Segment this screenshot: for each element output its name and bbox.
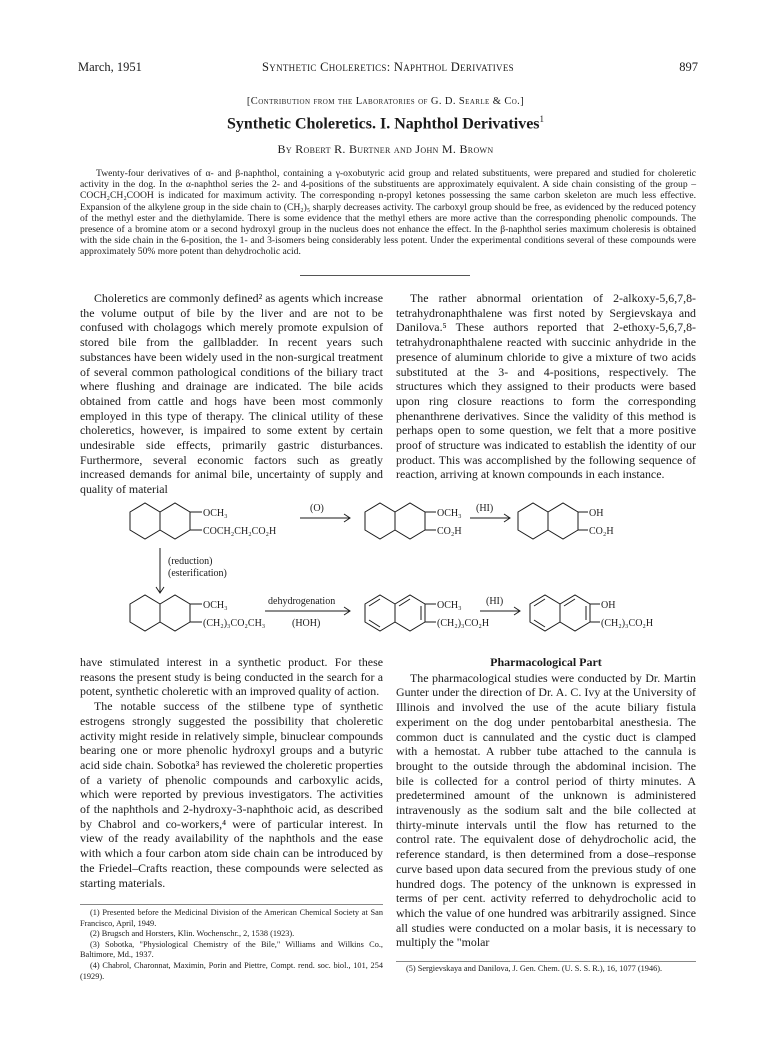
footnote-4: (4) Chabrol, Charonnat, Maximin, Porin and Piettre, Compt. rend. soc. biol., 101, 254 (1929). (80, 960, 383, 981)
reaction-scheme (110, 498, 670, 648)
contribution-line: [Contribution from the Laboratories of G. D. Searle & Co.] (246, 96, 525, 107)
footnote-1: (1) Presented before the Medicinal Division of the American Chemical Society at San Francisco, April, 1949. (80, 908, 383, 928)
compound-6-substituent-2: (CH₂)₃CO₂H (601, 618, 654, 629)
footnote-3: (3) Sobotka, "Physiological Chemistry of the Bile," Williams and Wilkins Co., Baltimore, Md., 1937. (80, 939, 383, 960)
continuation-paragraph: have stimulated interest in a synthetic product. For these reasons the present study is being conducted in the search for a potent, synthetic choleretic with an improved quality of action. (80, 655, 383, 699)
footnote-divider-right (396, 961, 696, 962)
running-header (78, 60, 698, 78)
abstract: Twenty-four derivatives of α- and β-naphthol, containing a γ-oxobutyric acid group and related substituents, were prepared and studied for choleretic activity in the dog. In the α-naphthol series the 2- and 4-positions of the substituents are approximately equivalent. A side chain consisting of the group –COCH₂CH₂COOH is indicated for maximum activity. The corresponding n-propyl ketones possessing the same carbon skeleton are much less effective. Expansion of the alkylene group in the side chain to (CH₂)₅ sharply decreases activity. The carboxyl group should be free, as evidenced by the reduced potency of the methyl ester and the diethylamide. There is some evidence that the methyl ethers are more active than the corresponding phenolic compounds. The presence of a bromine atom or a second hydroxyl group in the nucleus does not enhance the effect. In the β-naphthol series maximum choleresis is obtained with the side chain in the 6-position, the 1- and 3-isomers being considerably less potent. Under the experimental conditions several of these compounds were approximately 50% more potent than dehydrocholic acid. (80, 168, 696, 258)
compound-3-substituent-1: OH (589, 508, 604, 519)
footnote-5: (5) Sergievskaya and Danilova, J. Gen. Chem. (U. S. S. R.), 16, 1077 (1946). (406, 964, 663, 973)
compound-5-substituent-2: (CH₂)₃CO₂H (437, 618, 490, 629)
left-column-bottom (80, 655, 383, 890)
left-column-top (80, 291, 383, 497)
header-date: March, 1951 (78, 60, 142, 74)
compound-4-substituent-2: (CH₂)₃CO₂CH₃ (203, 618, 266, 629)
compound-2-structure (365, 503, 436, 539)
footnote-divider-left (80, 904, 383, 905)
pharmacology-paragraph: The pharmacological studies were conducted by Dr. Martin Gunter under the direction of Dr. A. C. Ivy at the University of Illinois and involved the use of the acute biliary fistula experiment on the dog under pentobarbital anesthesia. The common duct is cannulated and the cystic duct is clamped with a hemostat. A rubber tube attached to the cannula is brought to the outside through the abdominal incision. The bile is collected for a control period of thirty minutes. A predetermined amount of the unknown is administered intravenously as the sodium salt and the bile collected at thirty-minute intervals until the flow has returned to the control rate. The equivalent dose of dehydrocholic acid, the reference standard, is then determined from a dose–response curve based upon data secured from the previous study of one hundred dogs. The potency of the unknown is expressed in terms of per cent. activity referred to dehydrocholic acid to which the value of one hundred was arbitrarily assigned. Since all studies were conducted on a molar basis, it is necessary to multiply the "molar (396, 670, 696, 950)
compound-3-structure (518, 503, 588, 539)
arrow-1 (300, 514, 350, 522)
arrow-3-label-bottom: (HOH) (292, 618, 321, 629)
down-arrow-label-2: (esterification) (168, 568, 227, 579)
right-column-bottom (396, 655, 696, 950)
compound-5-structure (365, 595, 436, 631)
down-arrow (156, 548, 164, 593)
compound-1-substituent-2: COCH₂CH₂CO₂H (203, 526, 277, 537)
header-page-number: 897 (679, 60, 698, 74)
arrow-3-label-top: dehydrogenation (268, 596, 336, 607)
compound-3-substituent-2: CO₂H (589, 526, 614, 537)
footnotes-right (396, 964, 696, 975)
compound-1-structure (130, 503, 202, 539)
abstract-divider (300, 275, 470, 276)
byline: By Robert R. Burtner and John M. Brown (277, 142, 494, 156)
title-footnote-mark: 1 (539, 114, 545, 124)
footnote-2: (2) Brugsch and Horsters, Klin. Wochenschr., 2, 1538 (1923). (90, 929, 295, 939)
compound-5-substituent-1: OCH₃ (437, 600, 462, 611)
arrow-4 (480, 607, 520, 615)
right-column-top (396, 291, 696, 482)
arrow-4-label: (HI) (486, 596, 504, 607)
compound-2-substituent-2: CO₂H (437, 526, 462, 537)
footnotes-left (80, 908, 383, 982)
orientation-paragraph: The rather abnormal orientation of 2-alkoxy-5,6,7,8-tetrahydronaphthalene was first noted by Sergievskaya and Danilova.⁵ These authors reported that 2-ethoxy-5,6,7,8-tetrahydronaphthalene reacted with succinic anhydride in the presence of aluminum chloride to give a mixture of two acids substituted at the 3- and 4-positions, respectively. The structures which they assigned to their products were based upon ring closure reactions to form the corresponding phenanthrene derivatives. Since the validity of this method is perhaps open to some question, we felt that a more positive proof of structure was indicated to establish the identity of our product. This was accomplished by the following sequence of reaction, arriving at known compounds in each instance. (396, 291, 696, 482)
arrow-3 (265, 607, 350, 615)
intro-paragraph: Choleretics are commonly defined² as agents which increase the volume output of bile by the liver and are not to be confused with cholagogs which merely promote expulsion of stored bile from the gallbladder. In recent years such substances have been widely used in the non-surgical treatment of several common pathological conditions of the biliary tract where flushing and drainage are indicated. The bile acids obtained from cattle and hogs have been most commonly employed in this type of therapy. The clinical utility of these choleretics, however, is impaired to some extent by certain undesirable side effects, primarily gastric disturbances. Furthermore, several economic factors such as greatly increased demands for animal bile, uncertainty of supply and quality of material (80, 291, 383, 497)
article-title-text: Synthetic Choleretics. I. Naphthol Derivatives (226, 115, 540, 133)
header-running-title: Synthetic Choleretics: Naphthol Derivatives (262, 60, 514, 74)
arrow-2-label: (HI) (476, 503, 494, 514)
down-arrow-label-1: (reduction) (168, 556, 213, 567)
compound-2-substituent-1: OCH₃ (437, 508, 462, 519)
compound-4-structure (130, 595, 202, 631)
arrow-2 (470, 514, 510, 522)
compound-4-substituent-1: OCH₃ (203, 600, 228, 611)
stilbene-paragraph: The notable success of the stilbene type of synthetic estrogens strongly suggested the possibility that choleretic activity might reside in relatively simple, binuclear compounds bearing one or more phenolic hydroxyl groups and a butyric acid side chain. Sobotka³ has reviewed the choleretic properties of a variety of phenolic compounds and carboxylic acids, which were reported by previous investigators. The activities of the naphthols and 2-hydroxy-3-naphthoic acid, as described by Chabrol and co-workers,⁴ were of particular interest. In view of the ready availability of the naphthols and the ease with which a four carbon atom side chain can be introduced by the Friedel–Crafts reaction, these compounds were selected as starting materials. (80, 699, 383, 890)
compound-6-substituent-1: OH (601, 600, 616, 611)
section-heading: Pharmacological Part (490, 655, 602, 669)
compound-1-substituent-1: OCH₃ (203, 508, 228, 519)
arrow-1-label: (O) (310, 503, 324, 514)
compound-6-structure (530, 595, 600, 631)
article-title (0, 114, 771, 133)
